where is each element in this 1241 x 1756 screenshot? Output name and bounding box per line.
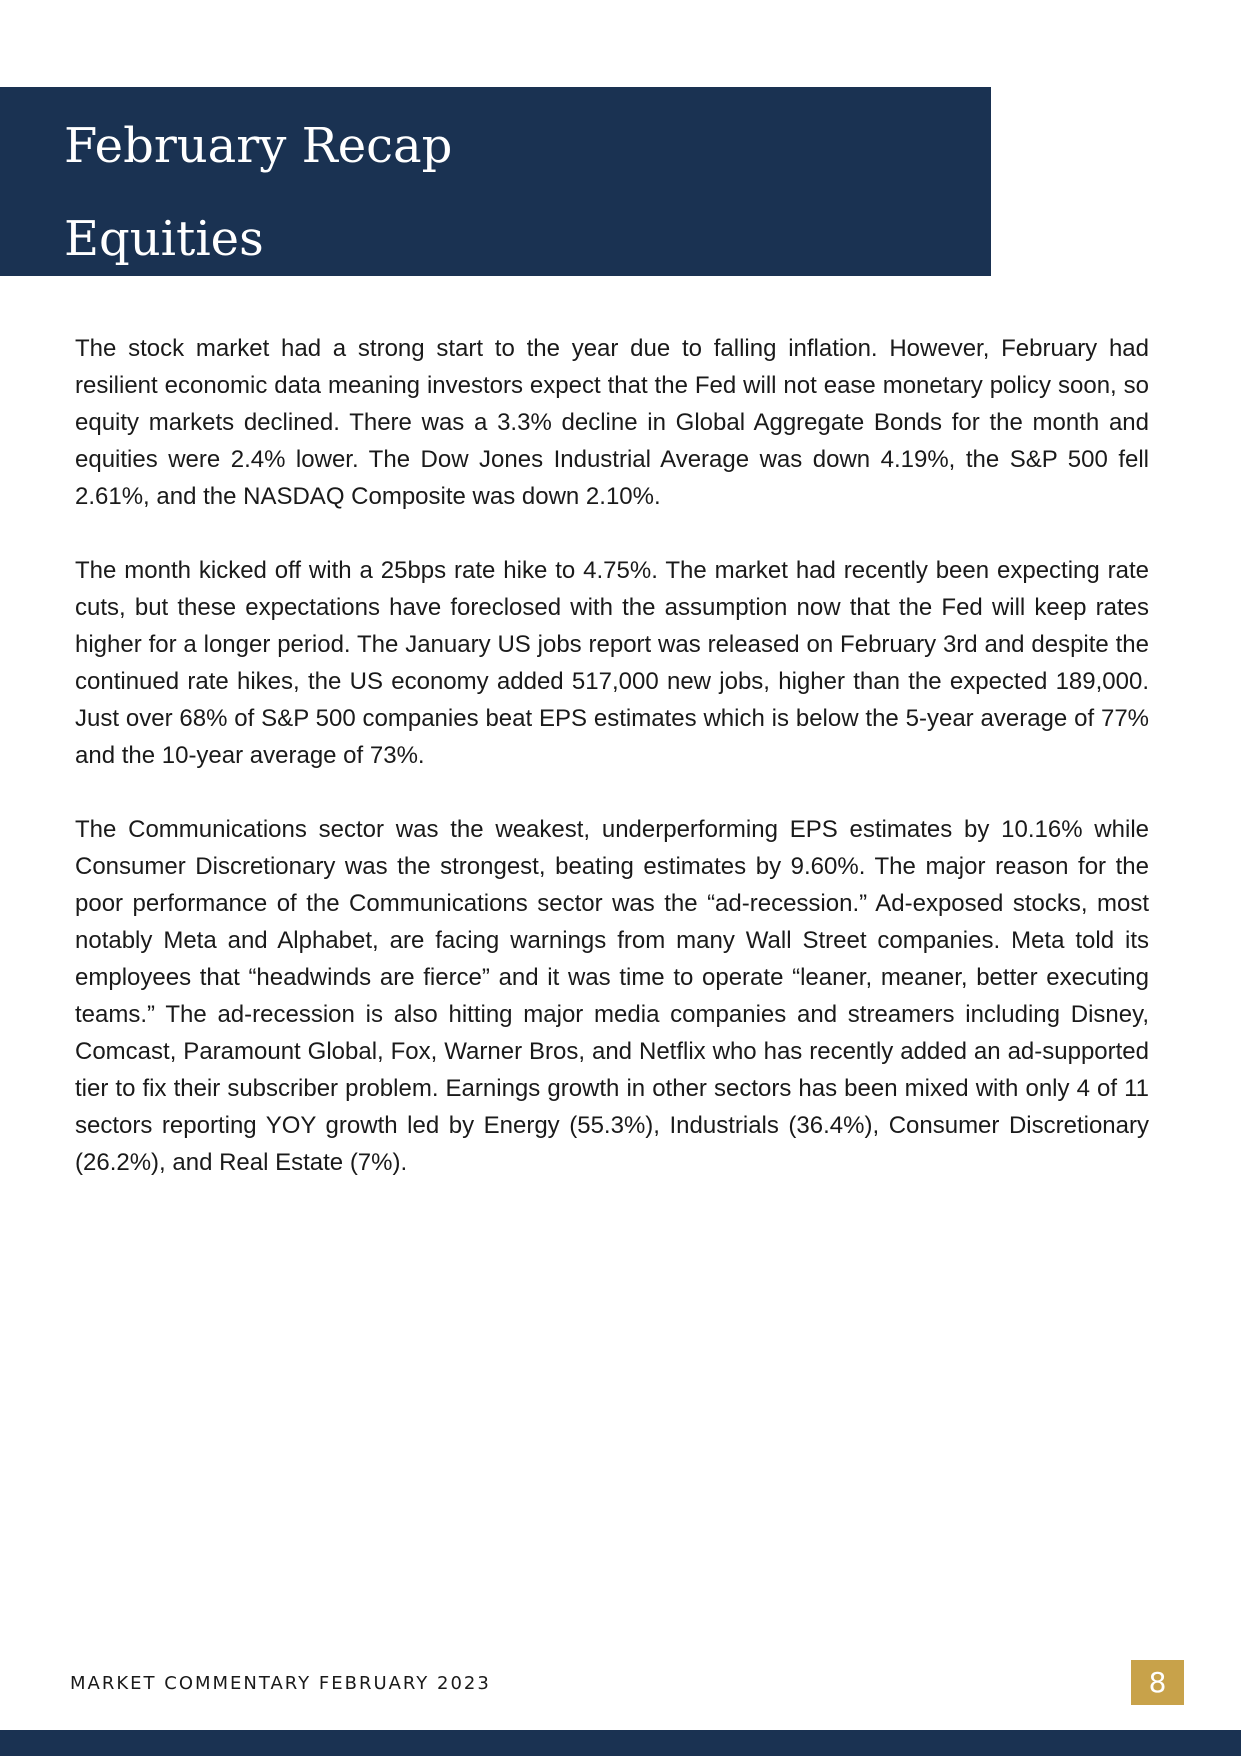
page-number-badge: 8: [1131, 1660, 1184, 1705]
paragraph-rate-hike: The month kicked off with a 25bps rate hike to 4.75%. The market had recently been expecting rate cuts, but these expectations have foreclosed with the assumption now that the Fed will keep rates higher for a longer period. The January US jobs report was released on February 3rd and despite the continued rate hikes, the US economy added 517,000 new jobs, higher than the expected 189,000. Just over 68% of S&P 500 companies beat EPS estimates which is below the 5-year average of 77% and the 10-year average of 73%.: [75, 557, 1149, 769]
title-banner: [0, 87, 991, 276]
article-body: [75, 330, 1149, 1218]
section-title: Equities: [64, 211, 264, 267]
page-title: February Recap: [64, 118, 453, 174]
paragraph-sector-performance: The Communications sector was the weakest, underperforming EPS estimates by 10.16% while Consumer Discretionary was the strongest, beating estimates by 9.60%. The major reason for the poor performance of the Communications sector was the “ad-recession.” Ad-exposed stocks, most notably Meta and Alphabet, are facing warnings from many Wall Street companies. Meta told its employees that “headwinds are fierce” and it was time to operate “leaner, meaner, better executing teams.” The ad-recession is also hitting major media companies and streamers including Disney, Comcast, Paramount Global, Fox, Warner Bros, and Netflix who has recently added an ad-supported tier to fix their subscriber problem. Earnings growth in other sectors has been mixed with only 4 of 11 sectors reporting YOY growth led by Energy (55.3%), Industrials (36.4%), Consumer Discretionary (26.2%), and Real Estate (7%).: [75, 816, 1149, 1176]
footer-bar: [0, 1730, 1241, 1756]
paragraph-market-overview: The stock market had a strong start to the year due to falling inflation. However, February had resilient economic data meaning investors expect that the Fed will not ease monetary policy soon, so equity markets declined. There was a 3.3% decline in Global Aggregate Bonds for the month and equities were 2.4% lower. The Dow Jones Industrial Average was down 4.19%, the S&P 500 fell 2.61%, and the NASDAQ Composite was down 2.10%.: [75, 335, 1149, 510]
footer-label: MARKET COMMENTARY FEBRUARY 2023: [70, 1673, 491, 1694]
